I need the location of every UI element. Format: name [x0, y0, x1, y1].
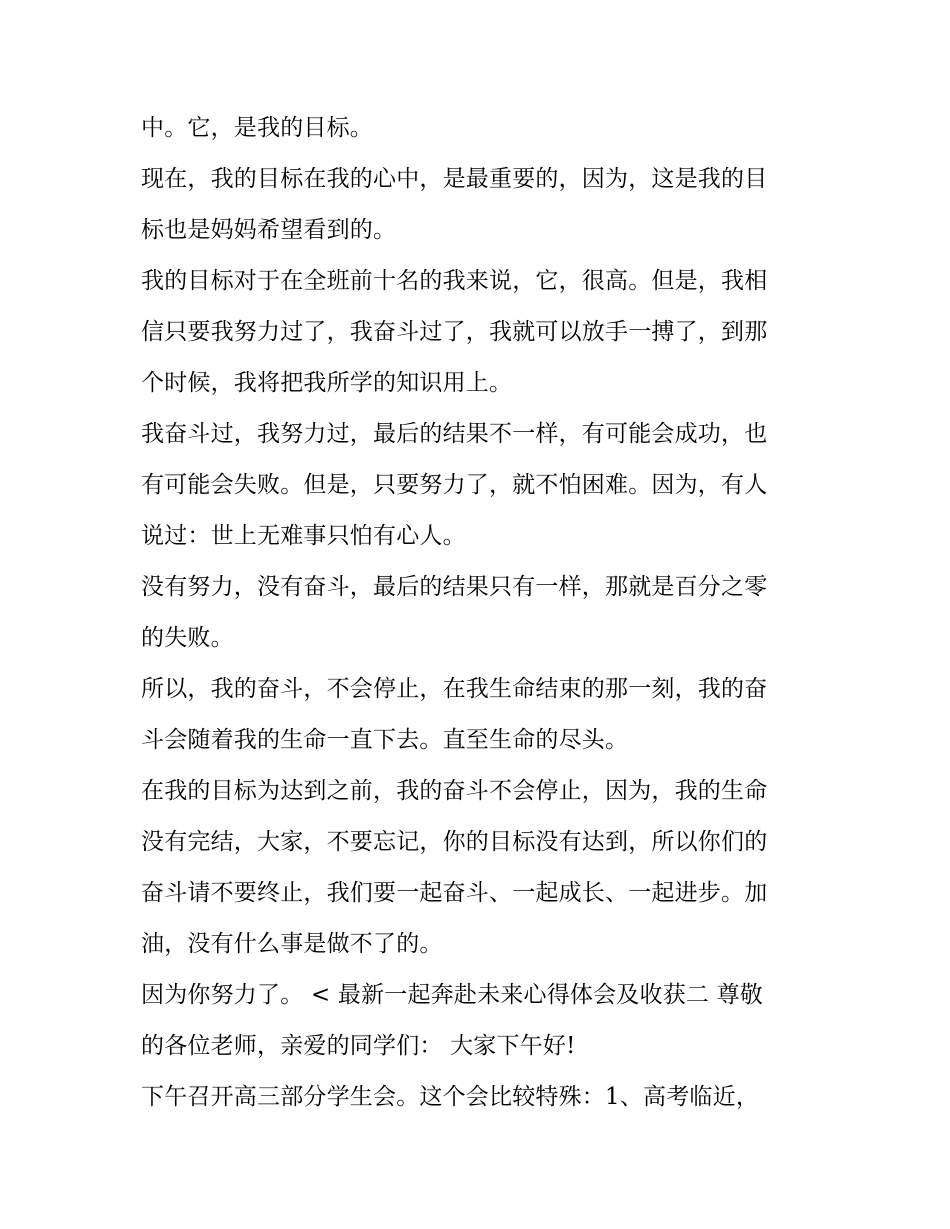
text-line: 所以，我的奋斗，不会停止，在我生命结束的那一刻，我的奋	[141, 676, 768, 702]
text-line: 说过：世上无难事只怕有心人。	[141, 523, 466, 549]
text-line: 没有努力，没有奋斗，最后的结果只有一样，那就是百分之零	[141, 574, 768, 600]
text-line: 在我的目标为达到之前，我的奋斗不会停止，因为，我的生命	[141, 778, 768, 804]
text-line: 下午召开高三部分学生会。这个会比较特殊：1、高考临近，	[141, 1084, 760, 1110]
text-line: 现在，我的目标在我的心中，是最重要的，因为，这是我的目	[141, 166, 768, 192]
text-line: 油，没有什么事是做不了的。	[141, 931, 443, 957]
text-line: 有可能会失败。但是，只要努力了，就不怕困难。因为，有人	[141, 472, 768, 498]
text-line: 我奋斗过，我努力过，最后的结果不一样，有可能会成功，也	[141, 421, 768, 447]
text-line: 我的目标对于在全班前十名的我来说，它，很高。但是，我相	[141, 268, 768, 294]
text-line: 个时候，我将把我所学的知识用上。	[141, 370, 513, 396]
text-line: 标也是妈妈希望看到的。	[141, 217, 397, 243]
text-line: 没有完结，大家，不要忘记，你的目标没有达到，所以你们的	[141, 829, 768, 855]
text-line: 的失败。	[141, 625, 234, 651]
text-line: 信只要我努力过了，我奋斗过了，我就可以放手一搏了，到那	[141, 319, 768, 345]
document-body	[141, 103, 813, 1123]
text-line: 中。它，是我的目标。	[141, 115, 373, 141]
text-line: 斗会随着我的生命一直下去。直至生命的尽头。	[141, 727, 629, 753]
text-line: 的各位老师，亲爱的同学们： 大家下午好!	[141, 1033, 576, 1059]
text-line: 奋斗请不要终止，我们要一起奋斗、一起成长、一起进步。加	[141, 880, 768, 906]
text-line: 因为你努力了。 < 最新一起奔赴未来心得体会及收获二 尊敬	[141, 982, 764, 1008]
